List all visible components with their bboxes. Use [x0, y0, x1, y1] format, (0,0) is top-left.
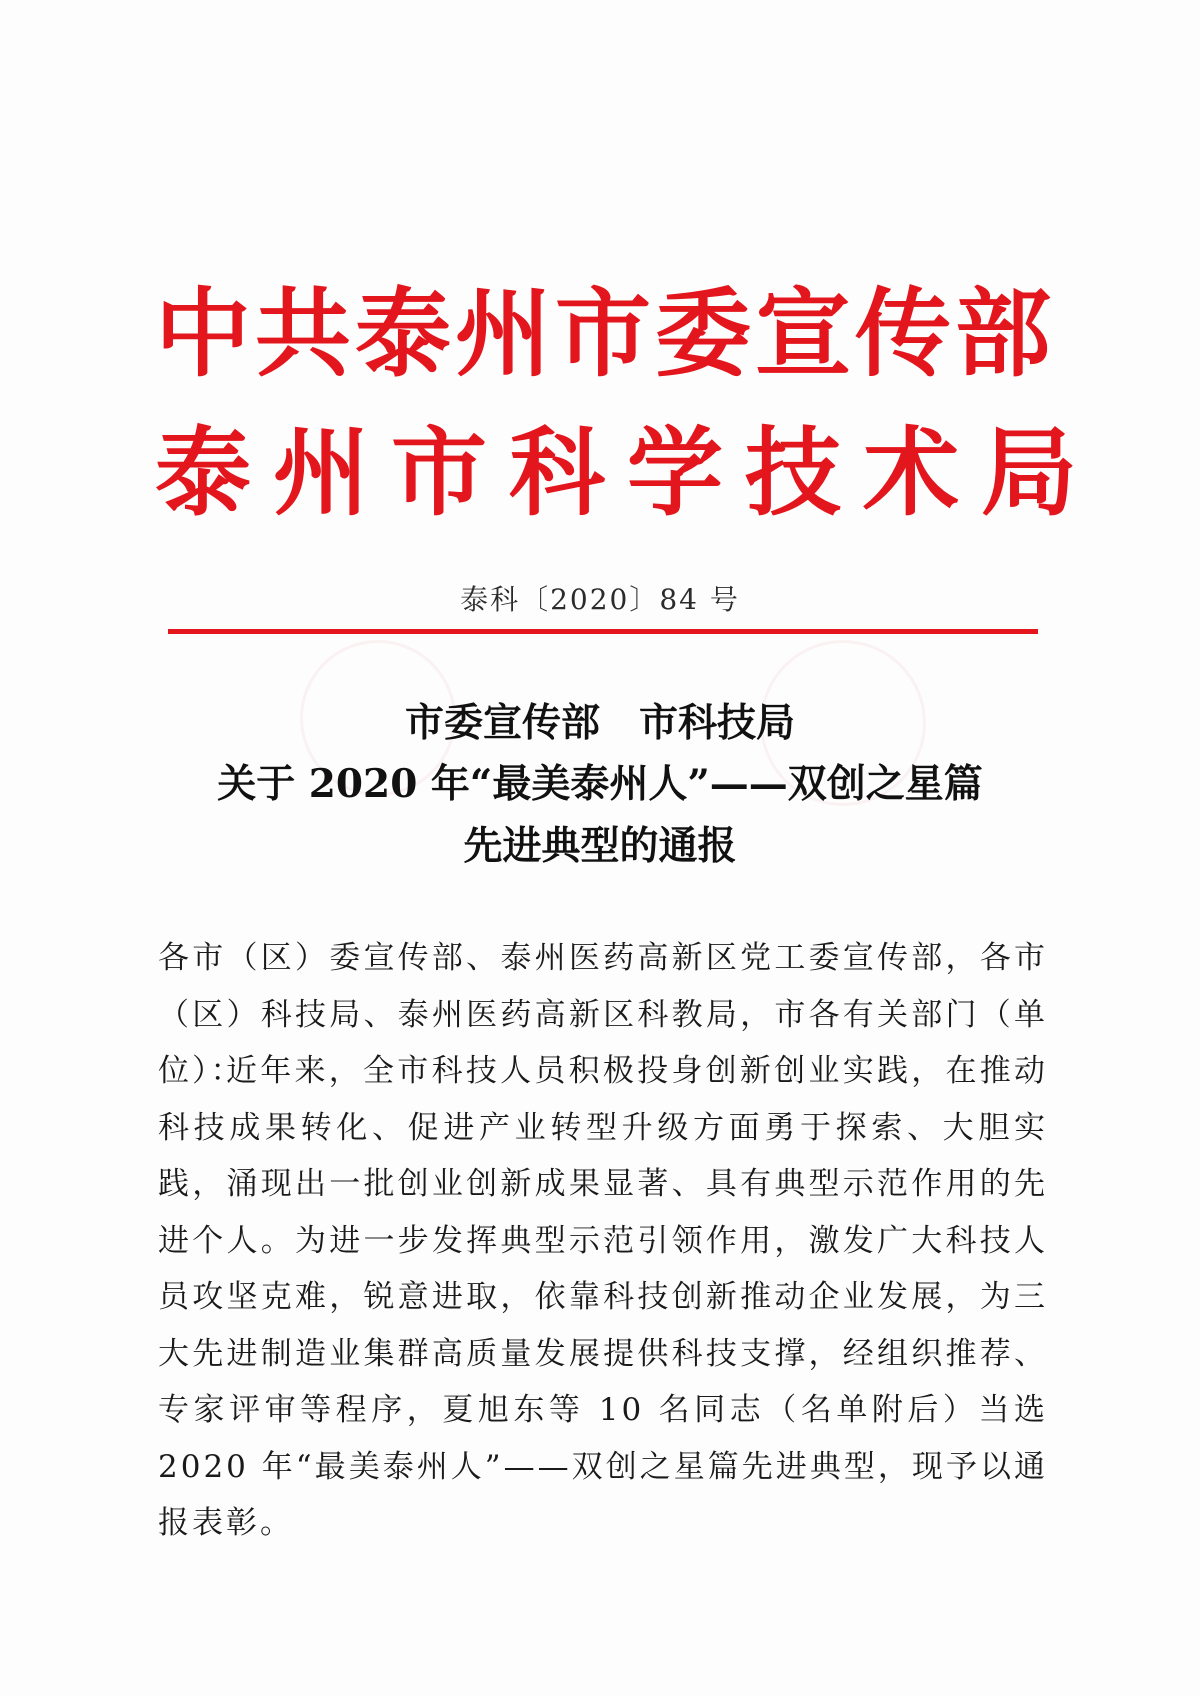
title-line-2: 关于 2020 年“最美泰州人”——双创之星篇 — [217, 761, 983, 807]
document-number: 泰科〔2020〕84 号 — [460, 583, 740, 616]
body-paragraph-1: 近年来，全市科技人员积极投身创新创业实践，在推动科技成果转化、促进产业转型升级方面勇于探索、大胆实践，涌现出一批创业创新成果显著、具有典型示范作用的先进个人。为进一步发挥典型示范引领作用，激发广大科技人员攻坚克难，锐意进取，依靠科技创新推动企业发展，为三大先进制造业集群高质量发展提供科技支撑，经组织推荐、专家评审等程序，夏旭东等 10 名同志（名单附后）当选 2020 年“最美泰州人”——双创之星篇先进典型，现予以通报表彰。 — [158, 1053, 1048, 1541]
salutation: 各市（区）委宣传部、泰州医药高新区党工委宣传部，各市（区）科技局、泰州医药高新区科教局，市各有关部门（单位）： — [158, 940, 1048, 1089]
title-line-1: 市委宣传部 市科技局 — [404, 700, 795, 746]
issuer-header-line-1: 中共泰州市委宣传部 — [155, 277, 1055, 390]
issuer-header-line-2: 泰州市科学技术局 — [155, 416, 1099, 529]
title-line-3: 先进典型的通报 — [463, 823, 737, 869]
red-divider — [168, 629, 1038, 634]
